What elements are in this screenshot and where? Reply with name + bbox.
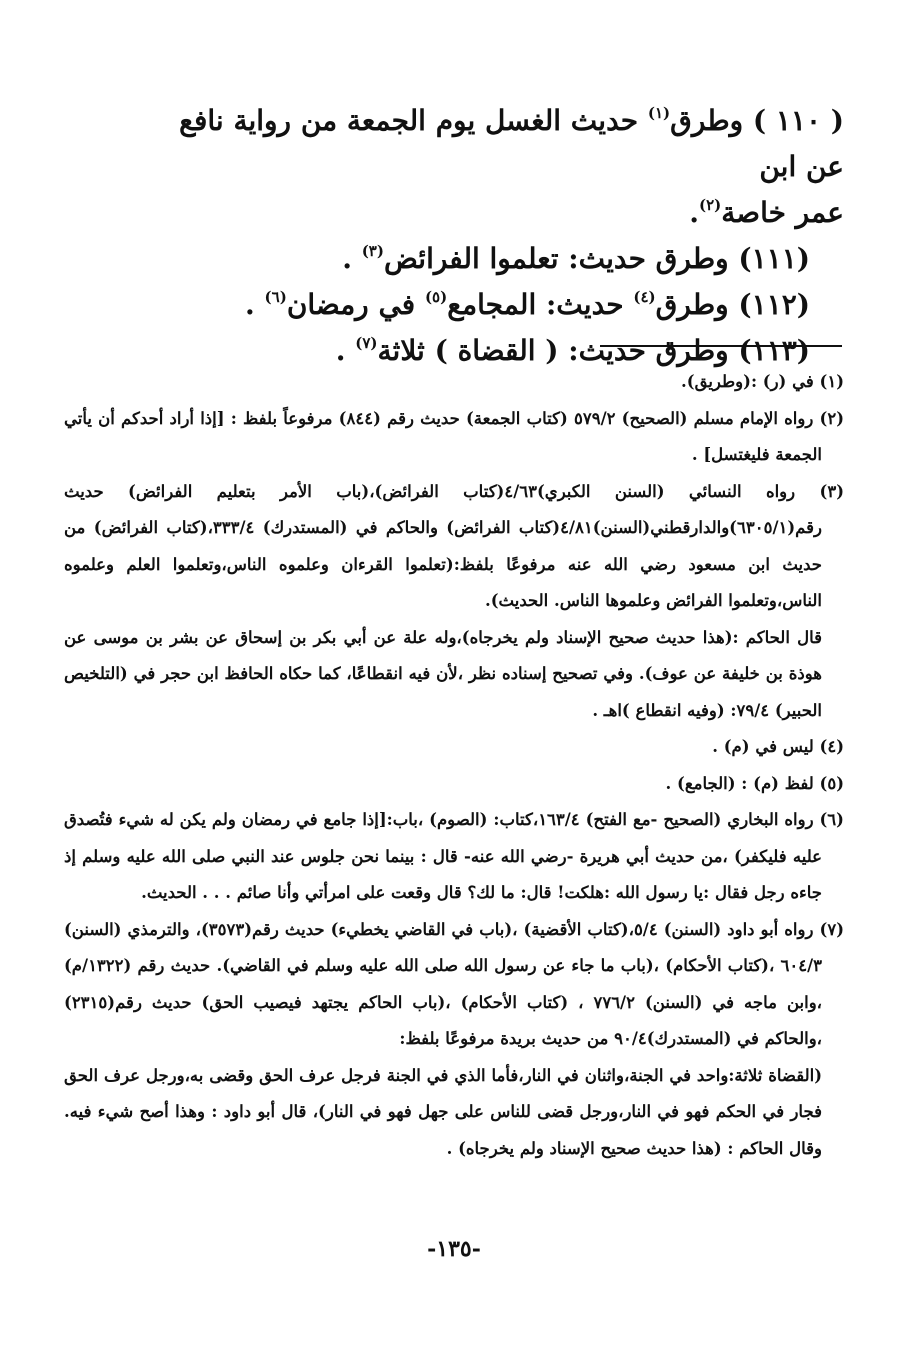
entry-110 — [132, 98, 844, 190]
footnotes — [64, 364, 844, 1167]
footnote-ref-5[interactable]: (٥) — [424, 288, 448, 306]
entry-113-text: (١١٣) وطرق حديث: ( القضاة ) ثلاثة — [377, 334, 810, 367]
entry-110-continued-text: عمر خاصة — [721, 196, 844, 229]
footnote-number: (٣) — [819, 481, 844, 501]
footnote-number: (٢) — [819, 408, 845, 428]
footnote-number: (٦) — [819, 810, 844, 829]
footnote-ref-7[interactable]: (٧) — [355, 334, 378, 352]
footnote-number: (٥) — [819, 773, 844, 793]
footnote-2 — [64, 401, 844, 474]
footnote-ref-6[interactable]: (٦) — [264, 288, 287, 306]
footnote-4 — [64, 729, 844, 766]
entry-111-text: (١١١) وطرق حديث: تعلموا الفرائض — [383, 242, 810, 275]
footnote-ref-3[interactable]: (٣) — [361, 242, 384, 260]
footnote-separator — [600, 345, 842, 347]
footnote-text: رواه البخاري (الصحيح -مع الفتح) ١٦٣/٤،كتاب: (الصوم) ،باب:[إذا جامع في رمضان ولم يكن له شيء فتُصدق عليه فليكفر) ،من حديث أبي هريرة -رضي الله عنه- قال : بينما نحن جلوس عند النبي صلى الله عليه وسلم إذ جاءه رجل فقال :يا رسول الله :هلكت! قال: ما لك؟ قال وقعت على امرأتي وأنا صائم . . . الحديث. — [64, 810, 823, 902]
footnote-1 — [64, 364, 844, 401]
entry-110-end: . — [689, 196, 699, 229]
footnote-number: (٧) — [819, 919, 845, 939]
footnote-5 — [64, 766, 844, 803]
entry-112-text: (١١٢) وطرق — [655, 288, 810, 321]
entry-111-end: . — [342, 242, 362, 275]
footnote-text: في (ر) :(وطريق). — [681, 372, 814, 391]
footnote-text: ليس في (م) . — [712, 737, 814, 756]
footnote-7 — [64, 912, 844, 1168]
footnote-text: رواه الإمام مسلم (الصحيح) ٥٧٩/٢ (كتاب الجمعة) حديث رقم (٨٤٤) مرفوعاً بلفظ : [إذا أراد أحدكم أن يأتي الجمعة فليغتسل] . — [64, 408, 822, 464]
entry-110-text: ( ١١٠ ) وطرق — [670, 104, 844, 137]
entry-112-text-mid2: في رمضان — [286, 288, 425, 321]
footnote-text: رواه أبو داود (السنن) ٥/٤،(كتاب الأقضية) ،(باب في القاضي يخطيء) حديث رقم(٣٥٧٣)، والترمذي (السنن) ٦٠٤/٣ ،(كتاب الأحكام) ،(باب ما جاء عن رسول الله صلى الله عليه وسلم في القاضي). حديث رقم (١٣٢٢/م) ،وابن ماجه في (السنن) ٧٧٦/٢ ، (كتاب الأحكام) ،(باب الحاكم يجتهد فيصيب الحق) حديث رقم(٢٣١٥) ،والحاكم في (المستدرك)٩٠/٤ من حديث بريدة مرفوعًا بلفظ: — [64, 919, 822, 1048]
entry-110-text-rest: حديث الغسل يوم الجمعة من رواية نافع عن ابن — [179, 104, 844, 183]
entry-112-text-mid: حديث: المجامع — [447, 288, 634, 321]
entry-111 — [132, 236, 844, 282]
main-text — [132, 98, 844, 374]
entry-110-continued — [132, 190, 844, 236]
footnote-number: (١) — [819, 372, 844, 391]
footnote-number: (٤) — [819, 737, 844, 756]
footnote-3 — [64, 474, 844, 730]
footnote-text-continued: (القضاة ثلاثة:واحد في الجنة،واثنان في النار،فأما الذي في الجنة فرجل عرف الحق وقضى به،ورجل عرف الحق فجار في الحكم فهو في النار،ورجل قضى للناس على جهل فهو في النار)، قال أبو داود : وهذا أصح شيء فيه. وقال الحاكم : (هذا حديث صحيح الإسناد ولم يخرجاه) . — [64, 1065, 822, 1158]
footnote-text: لفظ (م) : (الجامع) . — [665, 773, 814, 793]
footnote-ref-1[interactable]: (١) — [647, 104, 671, 122]
entry-113-end: . — [335, 334, 356, 367]
page-number: -١٣٥- — [427, 1236, 481, 1262]
footnote-ref-2[interactable]: (٢) — [699, 196, 722, 214]
footnote-text-continued: قال الحاكم :(هذا حديث صحيح الإسناد ولم يخرجاه)،وله علة عن أبي بكر بن إسحاق عن بشر بن موسى عن هوذة بن خليفة عن عوف). وفي تصحيح إسناده نظر ،لأن فيه انقطاعًا، كما حكاه الحافظ ابن حجر في (التلخيص الحبير) ٧٩/٤: (وفيه انقطاع )اهـ . — [64, 627, 822, 720]
footnote-ref-4[interactable]: (٤) — [633, 288, 656, 306]
footnote-6 — [64, 802, 844, 912]
entry-112 — [132, 282, 844, 328]
entry-112-end: . — [245, 288, 265, 321]
footnote-text: رواه النسائي (السنن الكبري)٤/٦٣(كتاب الفرائض)،(باب الأمر بتعليم الفرائض) حديث رقم(٦٣٠٥/١)والدارقطني(السنن)٤/٨١(كتاب الفرائض) والحاكم في (المستدرك) ٣٣٣/٤،(كتاب الفرائض) من حديث ابن مسعود رضي الله عنه مرفوعًا بلفظ:(تعلموا القرءان وعلموه الناس،وتعلموا العلم وعلموه الناس،وتعلموا الفرائض وعلموها الناس. الحديث). — [64, 481, 822, 610]
